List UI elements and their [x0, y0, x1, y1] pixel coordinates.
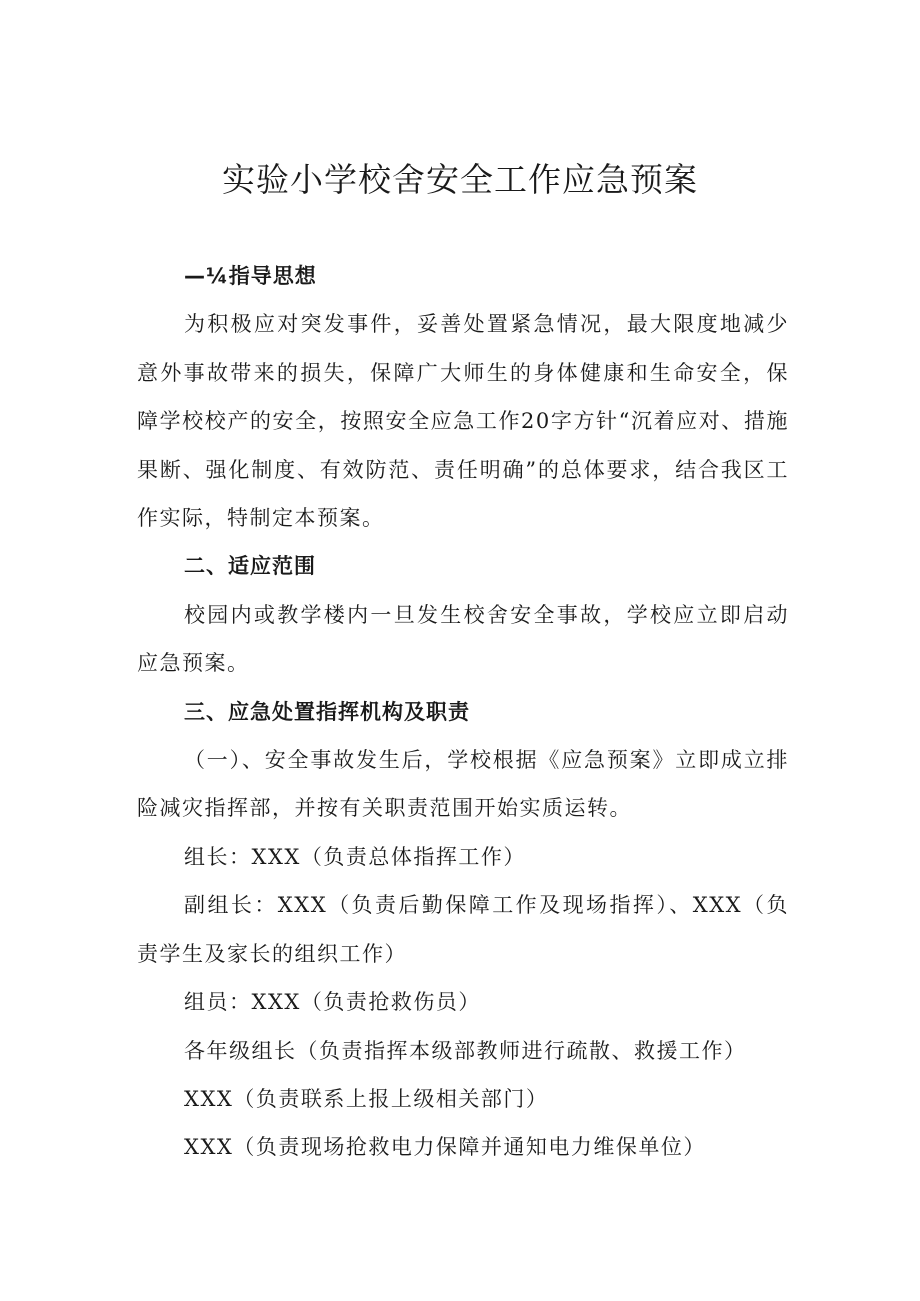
section-heading-command-structure: 三、应急处置指挥机构及职责 — [184, 699, 470, 724]
paragraph-scope: 校园内或教学楼内一旦发生校舍安全事故，学校应立即启动应急预案。 — [137, 602, 789, 676]
document-title: 实验小学校舍安全工作应急预案 — [222, 160, 698, 199]
section-heading-scope: 二、适应范围 — [184, 554, 316, 579]
paragraph-deputy-leader: 副组长：XXX（负责后勤保障工作及现场指挥）、XXX（负责学生及家长的组织工作） — [137, 893, 789, 966]
paragraph-liaison: XXX（负责联系上报上级相关部门） — [184, 1086, 549, 1111]
paragraph-group-leader: 组长：XXX（负责总体指挥工作） — [184, 844, 526, 869]
paragraph-power-support: XXX（负责现场抢救电力保障并通知电力维保单位） — [184, 1135, 706, 1160]
paragraph-guiding-ideology: 为积极应对突发事件，妥善处置紧急情况，最大限度地减少意外事故带来的损失，保障广大师生的身体健康和生命安全，保障学校校产的安全，按照安全应急工作20字方针“沉着应对、措施果断、强化制度、有效防范、责任明确”的总体要求，结合我区工作实际，特制定本预案。 — [137, 312, 789, 531]
paragraph-grade-leaders: 各年级组长（负责指挥本级部教师进行疏散、救援工作） — [184, 1038, 747, 1063]
section-heading-guiding-ideology: —¼指导思想 — [184, 264, 317, 288]
paragraph-command-intro: （一）、安全事故发生后，学校根据《应急预案》立即成立排险减灾指挥部，并按有关职责范围开始实质运转。 — [137, 748, 789, 821]
paragraph-group-member: 组员：XXX（负责抢救伤员） — [184, 990, 481, 1015]
document-body — [137, 252, 789, 1172]
